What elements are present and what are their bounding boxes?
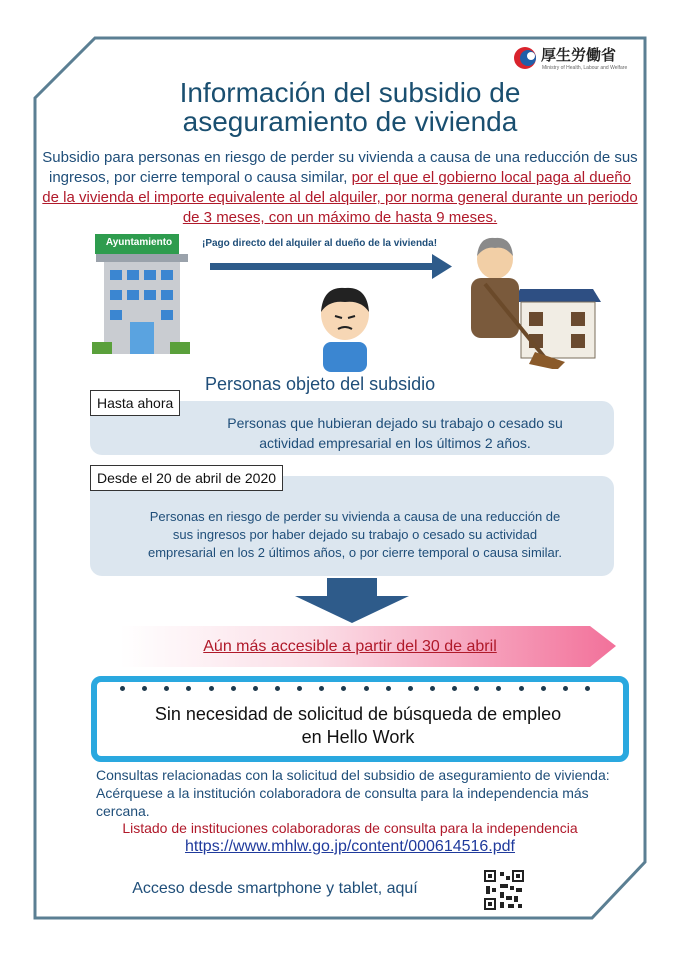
highlight-line-2: en Hello Work — [301, 727, 415, 747]
landlord-illustration — [465, 234, 605, 369]
before-text-line-2: actividad empresarial en los últimos 2 años. — [259, 435, 531, 451]
after-text — [100, 508, 610, 562]
institution-list-text: Listado de instituciones colaboradoras de consulta para la independencia — [122, 820, 578, 836]
intro-paragraph — [40, 148, 640, 228]
payment-arrow-icon — [210, 252, 455, 282]
after-label: Desde el 20 de abril de 2020 — [90, 465, 283, 491]
after-text-line-1: Personas en riesgo de perder su vivienda a causa de una reducción de — [149, 509, 561, 524]
consult-text: Consultas relacionadas con la solicitud del subsidio de aseguramiento de vivienda: Acérquese a la institución colaboradora de consulta para la independencia más cercana. — [96, 767, 610, 819]
ministry-logo-icon — [512, 45, 538, 71]
qr-code-icon[interactable] — [484, 870, 524, 910]
access-text: Acceso desde smartphone y tablet, aquí — [132, 880, 418, 897]
ministry-subtitle: Ministry of Health, Labour and Welfare — [542, 65, 628, 71]
worried-person-illustration — [305, 282, 385, 372]
before-label: Hasta ahora — [90, 390, 180, 416]
after-text-line-2: sus ingresos por haber dejado su trabajo o cesado su actividad — [172, 527, 538, 542]
page-title — [95, 78, 605, 136]
highlight-line-1: Sin necesidad de solicitud de búsqueda de empleo — [154, 704, 562, 724]
intro-highlight: por el que el gobierno local paga al dueño de la vivienda el importe equivalente al del alquiler, por norma general durante un periodo de 3 meses, con un máximo de hasta 9 meses. — [42, 169, 638, 226]
city-hall-illustration — [92, 234, 192, 359]
city-hall-sign: Ayuntamiento — [105, 237, 173, 248]
intro-text: Subsidio para personas en riesgo de perder su vivienda a causa de una reducción de sus ingresos, por cierre temporal o causa similar, — [42, 149, 638, 186]
title-line-1: Información del subsidio de — [179, 77, 521, 108]
before-text — [195, 413, 595, 453]
highlight-text — [100, 703, 616, 749]
ministry-name: 厚生労働省 — [541, 46, 617, 64]
section-title: Personas objeto del subsidio — [205, 374, 436, 394]
highlight-dots — [120, 686, 590, 691]
title-line-2: aseguramiento de vivienda — [182, 106, 518, 137]
pdf-link[interactable]: https://www.mhlw.go.jp/content/000614516.pdf — [185, 838, 515, 855]
after-text-line-3: empresarial en los 2 últimos años, o por cierre temporal o causa similar. — [147, 545, 562, 560]
before-text-line-1: Personas que hubieran dejado su trabajo o cesado su — [227, 415, 563, 431]
arrow-caption: ¡Pago directo del alquiler al dueño de la vivienda! — [202, 238, 438, 249]
ministry-logo — [512, 45, 538, 76]
banner-text: Aún más accesible a partir del 30 de abril — [203, 638, 497, 655]
down-arrow-icon — [295, 578, 410, 624]
